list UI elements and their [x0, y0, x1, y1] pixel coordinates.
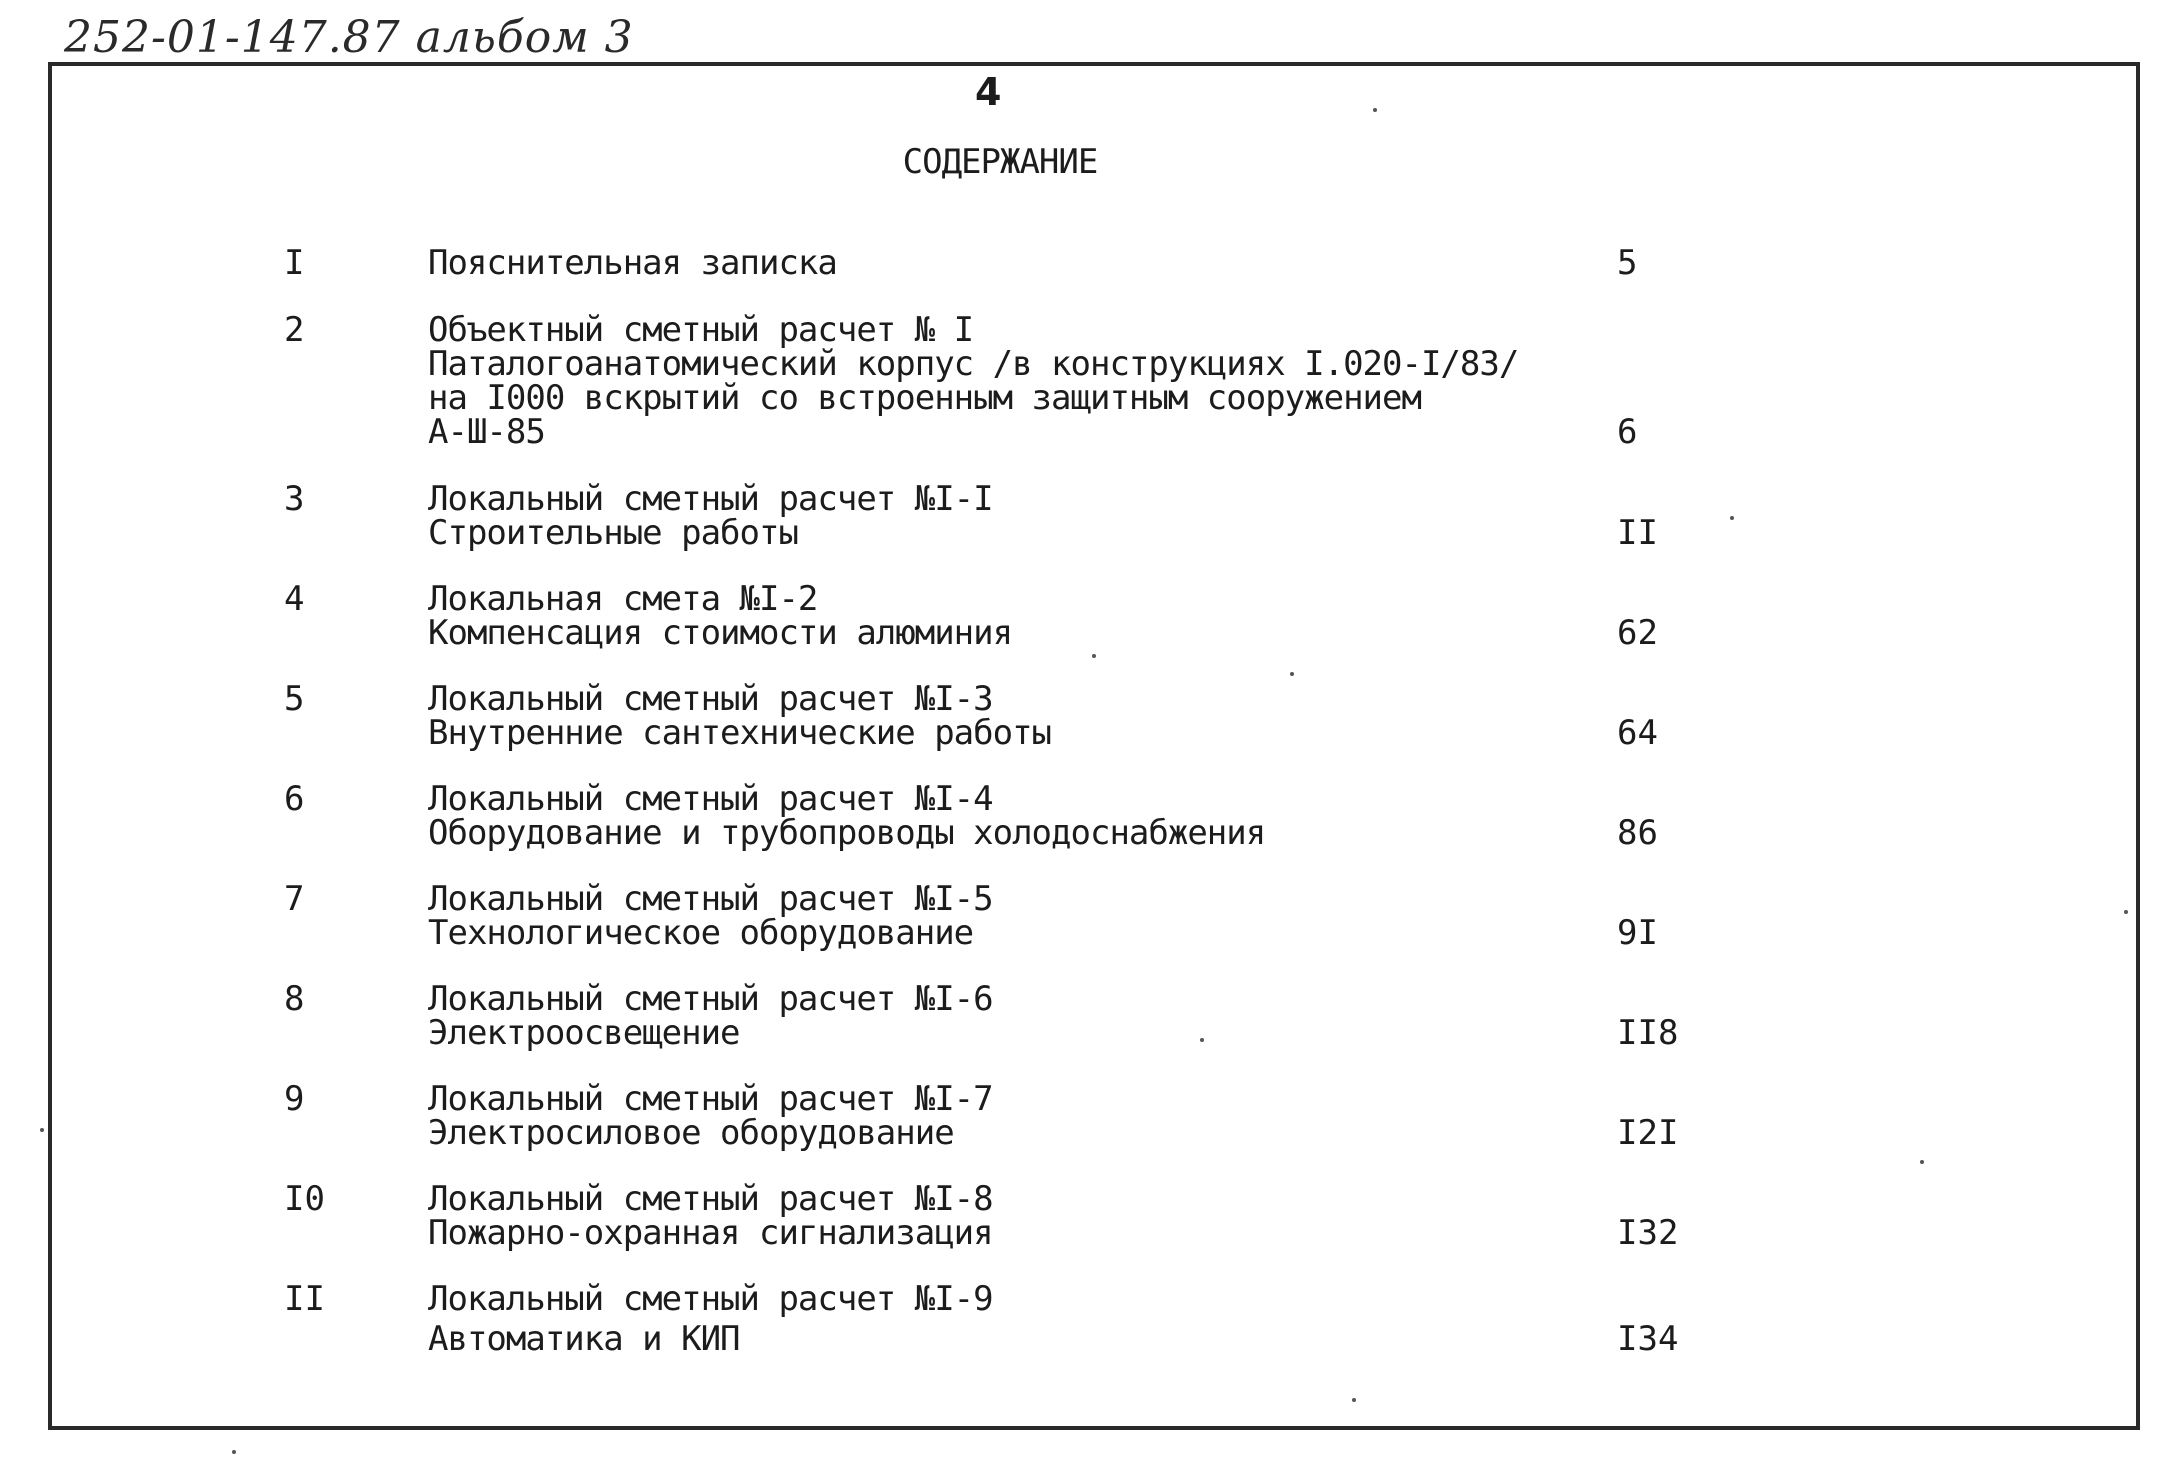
entry-page: 6: [1617, 412, 1638, 452]
entry-title-line: Технологическое оборудование: [428, 913, 974, 953]
entry-title-line: Электроосвещение: [428, 1013, 740, 1053]
entry-number: II: [284, 1279, 325, 1319]
entry-title: [428, 779, 1266, 853]
page-number: 4: [975, 70, 1002, 114]
scan-speck: [40, 1128, 44, 1132]
entry-title: [428, 243, 837, 283]
entry-title: [428, 1179, 993, 1253]
entry-title-line: Объектный сметный расчет № I: [428, 310, 974, 350]
entry-number: I: [284, 243, 305, 283]
scan-speck: [1200, 1038, 1204, 1042]
entry-title-line: Локальный сметный расчет №I-8: [428, 1179, 993, 1219]
entry-title: [428, 479, 993, 553]
scan-speck: [1920, 1160, 1924, 1164]
entry-page: 86: [1617, 813, 1658, 853]
entry-title-line: Электросиловое оборудование: [428, 1113, 954, 1153]
entry-number: 9: [284, 1079, 305, 1119]
entry-title-line: Внутренние сантехнические работы: [428, 713, 1052, 753]
entry-title-line: Локальный сметный расчет №I-3: [428, 679, 993, 719]
entry-number: 7: [284, 879, 305, 919]
entry-title: [428, 579, 1013, 653]
entry-title: [428, 310, 1519, 452]
entry-number: 2: [284, 310, 305, 350]
entry-title-line: Автоматика и КИП: [428, 1319, 740, 1359]
entry-title-line: на I000 вскрытий со встроенным защитным сооружением: [428, 378, 1421, 418]
entry-title-line: Паталогоанатомический корпус /в конструкциях I.020-I/83/: [428, 344, 1519, 384]
entry-title-line: Локальный сметный расчет №I-9: [428, 1279, 993, 1319]
entry-title-line: Оборудование и трубопроводы холодоснабжения: [428, 813, 1266, 853]
scan-speck: [1373, 108, 1377, 112]
entry-title: [428, 1279, 993, 1359]
scan-speck: [2124, 910, 2128, 914]
scan-speck: [232, 1450, 236, 1454]
scan-speck: [1092, 654, 1096, 658]
entry-title-line: А-Ш-85: [428, 412, 545, 452]
entry-title: [428, 679, 1052, 753]
entry-page: 5: [1617, 243, 1638, 283]
entry-title-line: Компенсация стоимости алюминия: [428, 613, 1013, 653]
entry-page: II8: [1617, 1013, 1679, 1053]
scan-speck: [1290, 672, 1294, 676]
entry-page: 62: [1617, 613, 1658, 653]
scan-speck: [1352, 1398, 1356, 1402]
entry-page: I2I: [1617, 1113, 1679, 1153]
entry-number: 3: [284, 479, 305, 519]
entry-page: 64: [1617, 713, 1658, 753]
entry-title: [428, 1079, 993, 1153]
entry-title-line: Локальный сметный расчет №I-5: [428, 879, 993, 919]
entry-page: II: [1617, 513, 1658, 553]
entry-number: I0: [284, 1179, 325, 1219]
entry-title-line: Локальная смета №I-2: [428, 579, 818, 619]
entry-page: 9I: [1617, 913, 1658, 953]
entry-title-line: Пояснительная записка: [428, 243, 837, 283]
entry-title: [428, 979, 993, 1053]
entry-page: I32: [1617, 1213, 1679, 1253]
entry-title-line: Локальный сметный расчет №I-7: [428, 1079, 993, 1119]
entry-title-line: Пожарно-охранная сигнализация: [428, 1213, 993, 1253]
entry-page: I34: [1617, 1319, 1679, 1359]
scan-speck: [1730, 516, 1734, 520]
entry-title-line: Локальный сметный расчет №I-4: [428, 779, 993, 819]
entry-title-line: Локальный сметный расчет №I-6: [428, 979, 993, 1019]
handwritten-document-code: 252-01-147.87 альбом 3: [64, 12, 634, 63]
toc-heading-text: СОДЕРЖАНИЕ: [902, 142, 1098, 182]
entry-number: 8: [284, 979, 305, 1019]
entry-title-line: Локальный сметный расчет №I-I: [428, 479, 993, 519]
entry-number: 4: [284, 579, 305, 619]
entry-title: [428, 879, 993, 953]
entry-title-line: Строительные работы: [428, 513, 798, 553]
entry-number: 5: [284, 679, 305, 719]
entry-number: 6: [284, 779, 305, 819]
